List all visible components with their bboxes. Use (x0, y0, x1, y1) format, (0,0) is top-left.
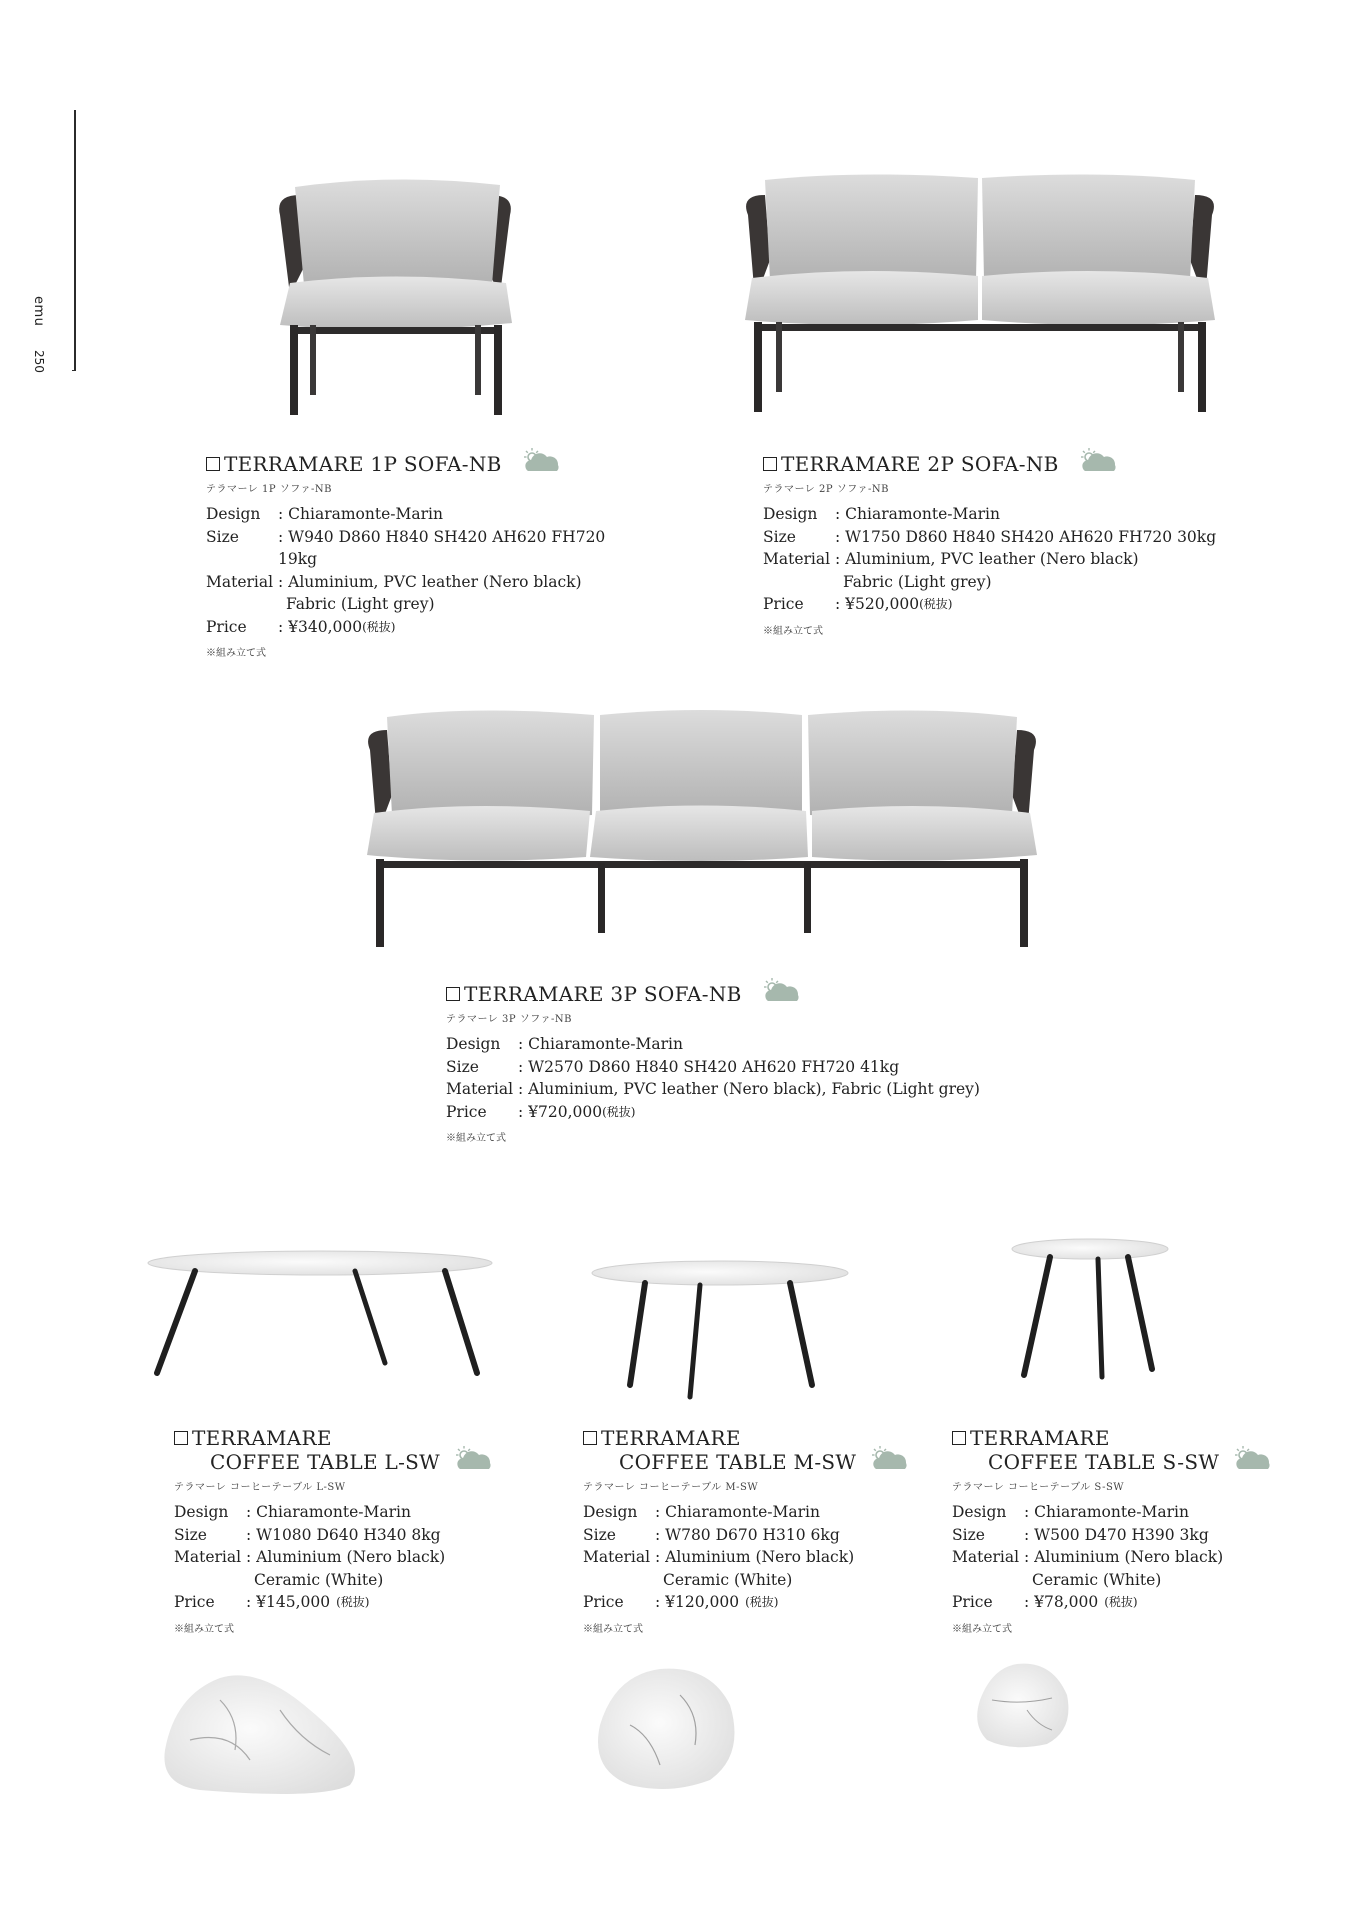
design-value: : Chiaramonte-Marin (655, 1503, 820, 1521)
material-label: Material (583, 1548, 651, 1566)
material-value-2: Fabric (Light grey) (843, 572, 992, 591)
outdoor-weather-icon (762, 976, 802, 1008)
design-label: Design (583, 1503, 638, 1521)
price-value: : ¥145,000 (246, 1593, 331, 1611)
product-title (583, 1426, 913, 1476)
material-label: Material (174, 1548, 242, 1566)
price-value: : ¥78,000 (1024, 1593, 1099, 1611)
product-title-line-1: TERRAMARE (192, 1426, 332, 1450)
assembly-note: ※組み立て式 (952, 1623, 1012, 1635)
design-value: : Chiaramonte-Marin (278, 505, 443, 523)
table-s-top-swatch (972, 1660, 1072, 1750)
sidebar-rule (74, 110, 76, 370)
outdoor-weather-icon (454, 1444, 494, 1476)
design-label: Design (174, 1503, 229, 1521)
tax-note: (税抜) (919, 597, 953, 611)
product-jp-name: テラマーレ 1P ソファ-NB (206, 484, 333, 495)
size-value: : W1080 D640 H340 8kg (246, 1525, 441, 1544)
product-title (446, 982, 1006, 1008)
checkbox-square-icon (952, 1431, 966, 1445)
size-label: Size (174, 1525, 207, 1544)
checkbox-square-icon (446, 987, 460, 1001)
product-title-line-2: COFFEE TABLE M-SW (619, 1450, 857, 1474)
tax-note: (税抜) (336, 1595, 370, 1609)
assembly-note: ※組み立て式 (174, 1623, 234, 1635)
product-title (206, 452, 626, 478)
brand-name: emu (31, 296, 46, 327)
design-value: : Chiaramonte-Marin (835, 505, 1000, 523)
price-label: Price (952, 1593, 993, 1611)
outdoor-weather-icon (1233, 1444, 1273, 1476)
product-title-line-2: COFFEE TABLE L-SW (210, 1450, 441, 1474)
size-value: : W1750 D860 H840 SH420 AH620 FH720 30kg (835, 527, 1217, 546)
size-value: : W940 D860 H840 SH420 AH620 FH720 19kg (278, 527, 606, 568)
table-m-photo (590, 1255, 850, 1405)
assembly-note: ※組み立て式 (583, 1623, 643, 1635)
price-label: Price (174, 1593, 215, 1611)
design-value: : Chiaramonte-Marin (1024, 1503, 1189, 1521)
price-label: Price (583, 1593, 624, 1611)
product-jp-name: テラマーレ コーヒーテーブル S-SW (952, 1482, 1125, 1493)
design-value: : Chiaramonte-Marin (246, 1503, 411, 1521)
tax-note: (税抜) (1104, 1595, 1138, 1609)
size-label: Size (763, 527, 796, 546)
material-value-2: Ceramic (White) (663, 1570, 793, 1589)
price-value: : ¥120,000 (655, 1593, 740, 1611)
checkbox-square-icon (206, 457, 220, 471)
material-value-2: Ceramic (White) (254, 1570, 384, 1589)
material-value: : Aluminium (Nero black) (246, 1548, 446, 1566)
checkbox-square-icon (763, 457, 777, 471)
product-title-text: TERRAMARE 1P SOFA-NB (224, 452, 502, 476)
product-title-line-1: TERRAMARE (601, 1426, 741, 1450)
assembly-note: ※組み立て式 (206, 648, 266, 659)
table-l-top-swatch (160, 1670, 370, 1800)
product-jp-name: テラマーレ 2P ソファ-NB (763, 484, 890, 495)
price-value: : ¥720,000 (518, 1102, 603, 1121)
sofa-2p-photo (740, 170, 1220, 415)
size-label: Size (446, 1057, 479, 1076)
product-table-l (174, 1426, 504, 1635)
table-l-photo (145, 1245, 495, 1385)
tax-note: (税抜) (602, 1104, 636, 1119)
product-jp-name: テラマーレ 3P ソファ-NB (446, 1014, 573, 1025)
size-label: Size (206, 527, 239, 546)
table-m-top-swatch (590, 1665, 740, 1795)
outdoor-weather-icon (870, 1444, 910, 1476)
sofa-1p-photo (270, 175, 520, 415)
product-title (952, 1426, 1282, 1476)
material-label: Material (206, 572, 274, 591)
assembly-note: ※組み立て式 (763, 625, 823, 637)
material-value: : Aluminium, PVC leather (Nero black) (835, 550, 1139, 568)
product-sofa-1p (206, 452, 626, 659)
page-number: 250 (32, 350, 46, 373)
size-value: : W2570 D860 H840 SH420 AH620 FH720 41kg (518, 1057, 900, 1076)
product-jp-name: テラマーレ コーヒーテーブル L-SW (174, 1482, 346, 1493)
table-s-photo (1010, 1235, 1170, 1385)
product-title-text: TERRAMARE 3P SOFA-NB (464, 982, 742, 1006)
material-value-2: Ceramic (White) (1032, 1570, 1162, 1589)
sidebar-tick (72, 370, 76, 371)
product-table-m (583, 1426, 913, 1635)
material-label: Material (952, 1548, 1020, 1566)
product-title-line-2: COFFEE TABLE S-SW (988, 1450, 1220, 1474)
sofa-3p-photo (362, 705, 1042, 950)
product-title (174, 1426, 504, 1476)
product-title (763, 452, 1243, 478)
material-label: Material (446, 1080, 514, 1098)
design-label: Design (952, 1503, 1007, 1521)
size-label: Size (952, 1525, 985, 1544)
size-label: Size (583, 1525, 616, 1544)
price-label: Price (206, 617, 247, 636)
outdoor-weather-icon (522, 446, 562, 478)
tax-note: (税抜) (362, 619, 396, 634)
price-value: : ¥520,000 (835, 595, 920, 613)
material-label: Material (763, 550, 831, 568)
tax-note: (税抜) (745, 1595, 779, 1609)
design-value: : Chiaramonte-Marin (518, 1035, 683, 1053)
product-title-line-1: TERRAMARE (970, 1426, 1110, 1450)
size-value: : W780 D670 H310 6kg (655, 1525, 840, 1544)
price-value: : ¥340,000 (278, 617, 363, 636)
checkbox-square-icon (174, 1431, 188, 1445)
material-value: : Aluminium (Nero black) (1024, 1548, 1224, 1566)
material-value-2: Fabric (Light grey) (286, 595, 435, 613)
design-label: Design (206, 505, 261, 523)
design-label: Design (446, 1035, 501, 1053)
material-value: : Aluminium, PVC leather (Nero black) (278, 572, 582, 591)
checkbox-square-icon (583, 1431, 597, 1445)
product-title-text: TERRAMARE 2P SOFA-NB (781, 452, 1059, 476)
design-label: Design (763, 505, 818, 523)
size-value: : W500 D470 H390 3kg (1024, 1525, 1209, 1544)
product-sofa-2p (763, 452, 1243, 637)
product-table-s (952, 1426, 1282, 1635)
product-jp-name: テラマーレ コーヒーテーブル M-SW (583, 1482, 759, 1493)
material-value: : Aluminium, PVC leather (Nero black), Fabric (Light grey) (518, 1080, 980, 1098)
material-value: : Aluminium (Nero black) (655, 1548, 855, 1566)
price-label: Price (763, 595, 804, 613)
price-label: Price (446, 1102, 487, 1121)
assembly-note: ※組み立て式 (446, 1133, 506, 1144)
product-sofa-3p (446, 982, 1006, 1144)
outdoor-weather-icon (1079, 446, 1119, 478)
